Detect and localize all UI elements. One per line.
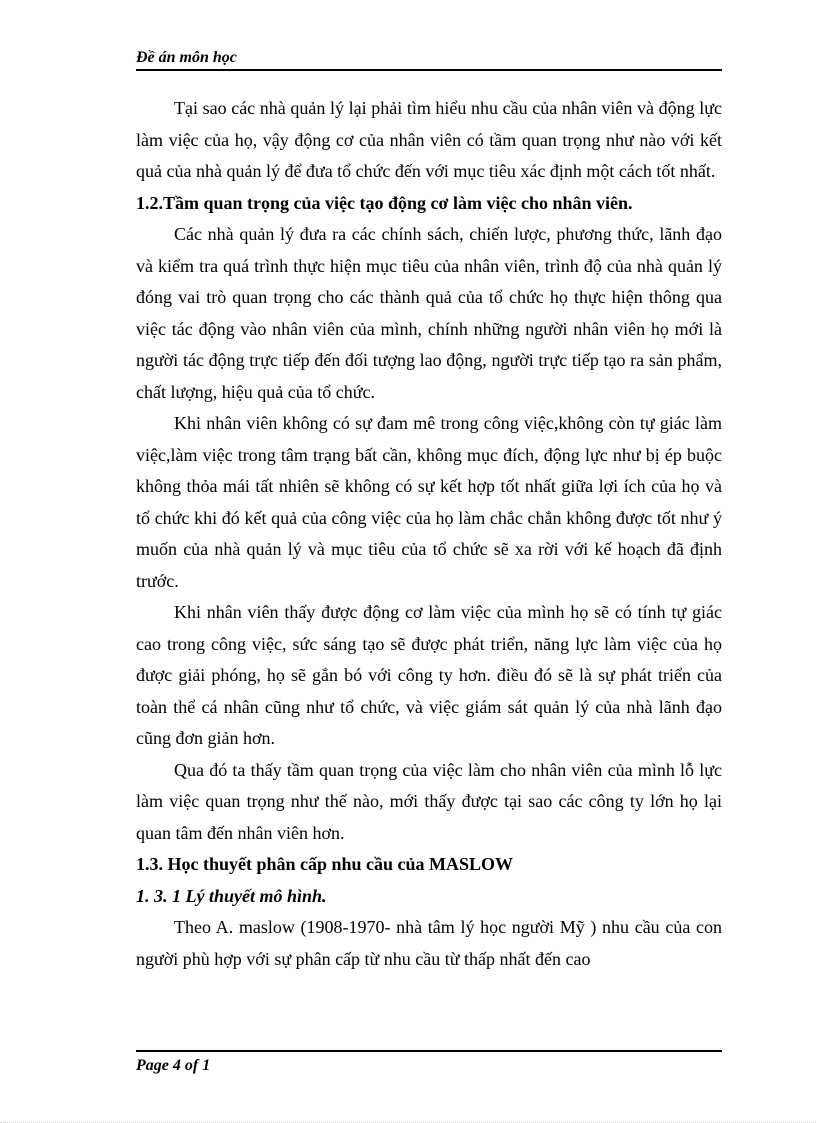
paragraph-1: Tại sao các nhà quản lý lại phải tìm hiểu nhu cầu của nhân viên và động lực làm việc của họ, vậy động cơ của nhân viên có tầm quan trọng như nào với kết quả của nhà quản lý để đưa tổ chức đến với mục tiêu xác định một cách tốt nhất. bbox=[136, 98, 722, 181]
header-title: Đề án môn học bbox=[136, 49, 237, 66]
page-header bbox=[136, 48, 722, 68]
page-number-label: Page 4 of 1 bbox=[136, 1057, 211, 1074]
section-heading-1-2: 1.2.Tầm quan trọng của việc tạo động cơ làm việc cho nhân viên. bbox=[136, 192, 633, 213]
paragraph-3: Khi nhân viên không có sự đam mê trong công việc,không còn tự giác làm việc,làm việc trong tâm trạng bất cần, không mục đích, động lực như bị ép buộc không thỏa mái tất nhiên sẽ không có sự kết hợp tốt nhất giữa lợi ích của họ và tổ chức khi đó kết quả của công việc của họ làm chắc chắn không được tốt như ý muốn của nhà quản lý và mục tiêu của tổ chức sẽ xa rời với kế hoạch đã định trước. bbox=[136, 413, 722, 591]
header-rule bbox=[136, 69, 722, 71]
subsection-heading-1-3-1: 1. 3. 1 Lý thuyết mô hình. bbox=[136, 885, 327, 906]
paragraph-5: Qua đó ta thấy tầm quan trọng của việc làm cho nhân viên của mình lỗ lực làm việc quan trọng như thế nào, mới thấy được tại sao các công ty lớn họ lại quan tâm đến nhân viên hơn. bbox=[136, 759, 722, 843]
paragraph-6: Theo A. maslow (1908-1970- nhà tâm lý học người Mỹ ) nhu cầu của con người phù hợp với sự phân cấp từ nhu cầu từ thấp nhất đến cao bbox=[136, 917, 722, 969]
paragraph-2: Các nhà quản lý đưa ra các chính sách, chiến lược, phương thức, lãnh đạo và kiểm tra quá trình thực hiện mục tiêu của nhân viên, trình độ của nhà quản lý đóng vai trò quan trọng cho các thành quả của tổ chức họ thực hiện thông qua việc tác động vào nhân viên của mình, chính những người nhân viên họ mới là người tác động trực tiếp đến đối tượng lao động, người trực tiếp tạo ra sản phẩm, chất lượng, hiệu quả của tổ chức. bbox=[136, 224, 722, 402]
document-body bbox=[136, 93, 722, 975]
footer-rule bbox=[136, 1050, 722, 1052]
section-heading-1-3: 1.3. Học thuyết phân cấp nhu cầu của MASLOW bbox=[136, 854, 514, 874]
paragraph-4: Khi nhân viên thấy được động cơ làm việc của mình họ sẽ có tính tự giác cao trong công việc, sức sáng tạo sẽ được phát triển, năng lực làm việc của họ được giải phóng, họ sẽ gắn bó với công ty hơn. điều đó sẽ là sự phát triển của toàn thể cá nhân cũng như tổ chức, và việc giám sát quản lý của nhà lãnh đạo cũng đơn giản hơn. bbox=[136, 602, 722, 748]
